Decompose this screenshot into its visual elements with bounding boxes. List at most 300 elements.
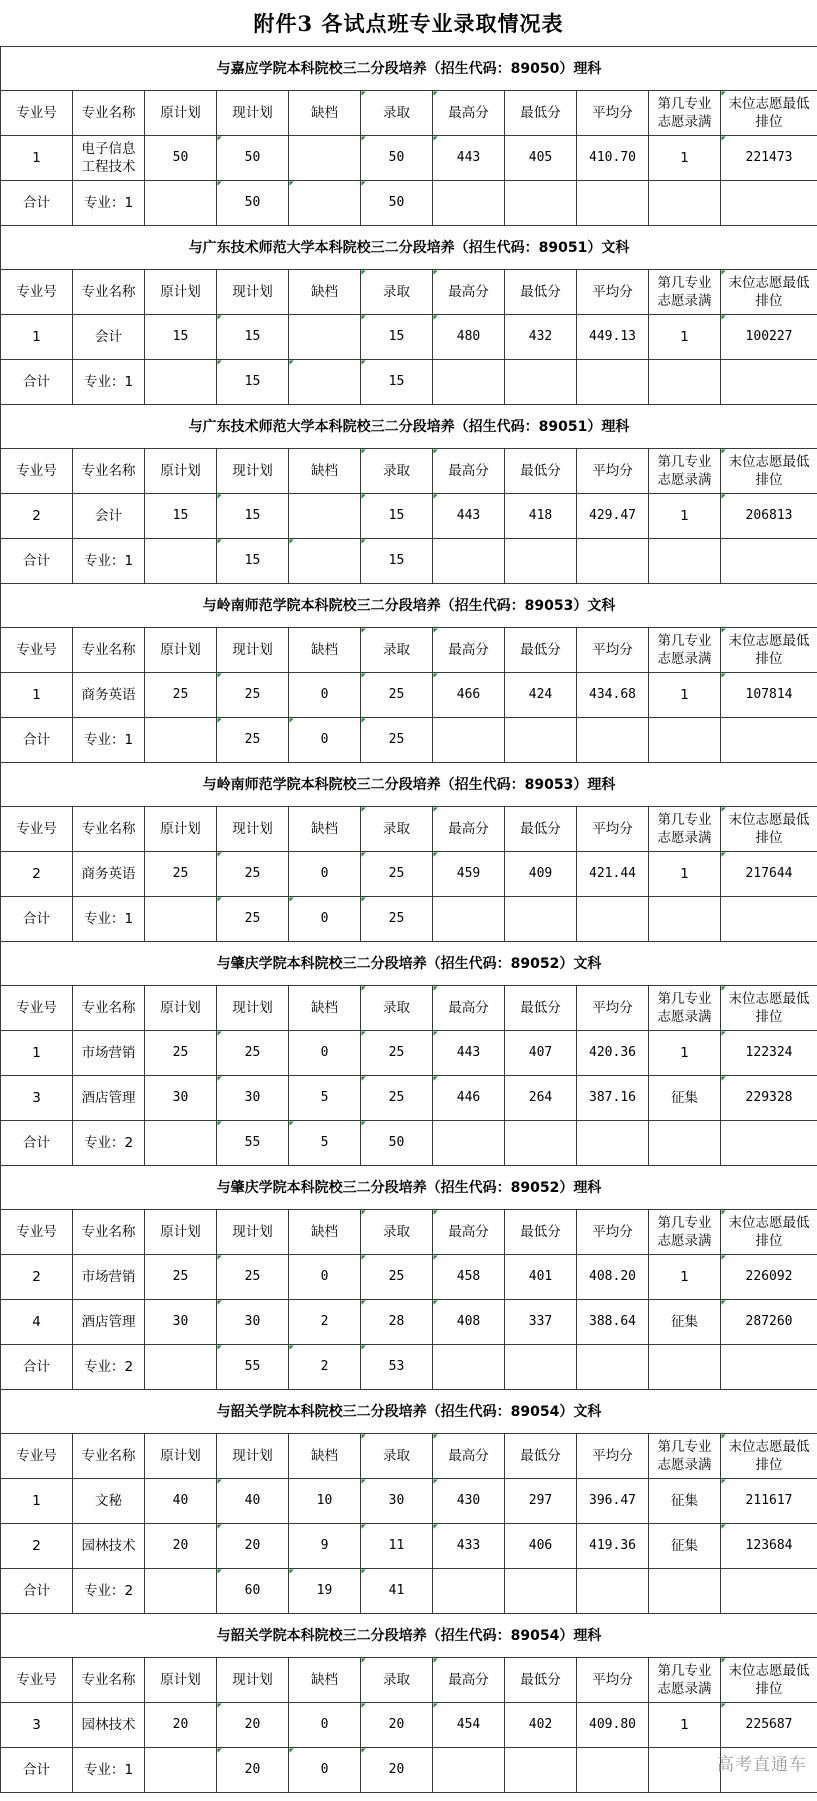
total-cell: 专业：1 bbox=[73, 181, 145, 226]
total-cell: 0 bbox=[289, 897, 361, 942]
column-header: 专业号 bbox=[1, 91, 73, 136]
column-header: 现计划 bbox=[217, 1210, 289, 1255]
total-cell bbox=[433, 897, 505, 942]
total-cell bbox=[145, 1569, 217, 1614]
total-cell: 合计 bbox=[1, 1748, 73, 1793]
table-row bbox=[1, 1300, 817, 1345]
column-header: 最高分 bbox=[433, 807, 505, 852]
total-cell bbox=[649, 1121, 721, 1166]
data-cell: 25 bbox=[217, 1031, 289, 1076]
data-cell: 424 bbox=[505, 673, 577, 718]
column-header: 现计划 bbox=[217, 628, 289, 673]
data-cell: 297 bbox=[505, 1479, 577, 1524]
total-row bbox=[1, 1569, 817, 1614]
table-row bbox=[1, 1076, 817, 1121]
data-cell: 25 bbox=[361, 852, 433, 897]
column-header: 平均分 bbox=[577, 1210, 649, 1255]
data-cell: 406 bbox=[505, 1524, 577, 1569]
column-header: 末位志愿最低排位 bbox=[721, 628, 817, 673]
data-cell: 市场营销 bbox=[73, 1031, 145, 1076]
column-header: 最高分 bbox=[433, 91, 505, 136]
data-cell: 420.36 bbox=[577, 1031, 649, 1076]
column-header: 缺档 bbox=[289, 91, 361, 136]
total-cell bbox=[649, 897, 721, 942]
watermark: 高考直通车 bbox=[717, 1755, 807, 1775]
column-header: 原计划 bbox=[145, 1658, 217, 1703]
data-cell: 446 bbox=[433, 1076, 505, 1121]
data-cell: 20 bbox=[145, 1703, 217, 1748]
data-cell: 443 bbox=[433, 1031, 505, 1076]
column-header: 第几专业志愿录满 bbox=[649, 270, 721, 315]
data-cell: 408 bbox=[433, 1300, 505, 1345]
data-cell: 1 bbox=[649, 852, 721, 897]
data-cell: 1 bbox=[649, 315, 721, 360]
data-cell: 25 bbox=[361, 1031, 433, 1076]
section-title-row bbox=[1, 405, 817, 449]
total-row bbox=[1, 1345, 817, 1390]
column-header: 第几专业志愿录满 bbox=[649, 986, 721, 1031]
column-header: 末位志愿最低排位 bbox=[721, 270, 817, 315]
data-cell: 0 bbox=[289, 1703, 361, 1748]
total-cell bbox=[145, 1345, 217, 1390]
table-row bbox=[1, 1703, 817, 1748]
column-header: 专业号 bbox=[1, 807, 73, 852]
total-cell bbox=[577, 360, 649, 405]
data-cell: 30 bbox=[145, 1076, 217, 1121]
data-cell: 50 bbox=[361, 136, 433, 181]
data-cell: 征集 bbox=[649, 1479, 721, 1524]
data-cell: 419.36 bbox=[577, 1524, 649, 1569]
total-cell: 合计 bbox=[1, 539, 73, 584]
column-header: 最高分 bbox=[433, 449, 505, 494]
column-header: 专业名称 bbox=[73, 270, 145, 315]
column-header: 第几专业志愿录满 bbox=[649, 449, 721, 494]
data-cell: 28 bbox=[361, 1300, 433, 1345]
column-header: 平均分 bbox=[577, 449, 649, 494]
total-cell: 合计 bbox=[1, 1569, 73, 1614]
data-cell: 酒店管理 bbox=[73, 1300, 145, 1345]
data-cell: 25 bbox=[217, 852, 289, 897]
total-cell: 合计 bbox=[1, 718, 73, 763]
data-cell: 25 bbox=[361, 1076, 433, 1121]
data-cell: 25 bbox=[361, 673, 433, 718]
column-header: 平均分 bbox=[577, 628, 649, 673]
data-cell: 征集 bbox=[649, 1076, 721, 1121]
column-header: 原计划 bbox=[145, 628, 217, 673]
data-cell: 0 bbox=[289, 673, 361, 718]
total-cell bbox=[649, 539, 721, 584]
data-cell: 107814 bbox=[721, 673, 817, 718]
data-cell: 50 bbox=[217, 136, 289, 181]
column-header: 最低分 bbox=[505, 1434, 577, 1479]
column-header: 录取 bbox=[361, 986, 433, 1031]
data-cell: 480 bbox=[433, 315, 505, 360]
table-body bbox=[1, 47, 817, 1793]
total-cell: 20 bbox=[361, 1748, 433, 1793]
total-cell: 41 bbox=[361, 1569, 433, 1614]
section-title: 与韶关学院本科院校三二分段培养（招生代码：89054）理科 bbox=[1, 1614, 817, 1658]
total-cell: 55 bbox=[217, 1345, 289, 1390]
data-cell: 123684 bbox=[721, 1524, 817, 1569]
column-header: 最低分 bbox=[505, 270, 577, 315]
data-cell: 10 bbox=[289, 1479, 361, 1524]
column-header: 最低分 bbox=[505, 449, 577, 494]
total-cell: 20 bbox=[217, 1748, 289, 1793]
data-cell: 1 bbox=[649, 1703, 721, 1748]
total-cell bbox=[289, 539, 361, 584]
table-row bbox=[1, 1255, 817, 1300]
data-cell: 15 bbox=[217, 494, 289, 539]
section-title-row bbox=[1, 226, 817, 270]
column-header: 专业名称 bbox=[73, 628, 145, 673]
data-cell: 443 bbox=[433, 136, 505, 181]
total-cell bbox=[577, 897, 649, 942]
data-cell: 458 bbox=[433, 1255, 505, 1300]
data-cell: 30 bbox=[361, 1479, 433, 1524]
data-cell: 466 bbox=[433, 673, 505, 718]
column-header: 专业名称 bbox=[73, 986, 145, 1031]
header-row bbox=[1, 628, 817, 673]
total-cell: 专业：1 bbox=[73, 539, 145, 584]
section-title: 与肇庆学院本科院校三二分段培养（招生代码：89052）文科 bbox=[1, 942, 817, 986]
table-row bbox=[1, 852, 817, 897]
data-cell: 25 bbox=[217, 1255, 289, 1300]
total-cell bbox=[721, 718, 817, 763]
section-title: 与肇庆学院本科院校三二分段培养（招生代码：89052）理科 bbox=[1, 1166, 817, 1210]
column-header: 缺档 bbox=[289, 1658, 361, 1703]
total-cell bbox=[721, 897, 817, 942]
total-cell bbox=[577, 181, 649, 226]
data-cell: 11 bbox=[361, 1524, 433, 1569]
data-cell: 264 bbox=[505, 1076, 577, 1121]
data-cell: 2 bbox=[1, 1524, 73, 1569]
column-header: 录取 bbox=[361, 1658, 433, 1703]
section-title-row bbox=[1, 763, 817, 807]
data-cell: 9 bbox=[289, 1524, 361, 1569]
data-cell: 430 bbox=[433, 1479, 505, 1524]
data-cell: 1 bbox=[649, 1255, 721, 1300]
table-row bbox=[1, 1479, 817, 1524]
column-header: 最高分 bbox=[433, 1658, 505, 1703]
section-title-row bbox=[1, 1166, 817, 1210]
column-header: 现计划 bbox=[217, 449, 289, 494]
data-cell bbox=[289, 136, 361, 181]
column-header: 录取 bbox=[361, 628, 433, 673]
header-row bbox=[1, 91, 817, 136]
data-cell: 20 bbox=[217, 1524, 289, 1569]
column-header: 平均分 bbox=[577, 1434, 649, 1479]
column-header: 最低分 bbox=[505, 1210, 577, 1255]
column-header: 第几专业志愿录满 bbox=[649, 1434, 721, 1479]
total-cell: 25 bbox=[217, 718, 289, 763]
total-cell: 15 bbox=[217, 539, 289, 584]
data-cell: 15 bbox=[361, 494, 433, 539]
column-header: 专业号 bbox=[1, 449, 73, 494]
section-title: 与嘉应学院本科院校三二分段培养（招生代码：89050）理科 bbox=[1, 47, 817, 91]
column-header: 最低分 bbox=[505, 628, 577, 673]
header-row bbox=[1, 1210, 817, 1255]
total-cell bbox=[433, 1569, 505, 1614]
data-cell: 40 bbox=[145, 1479, 217, 1524]
section-title-row bbox=[1, 942, 817, 986]
header-row bbox=[1, 1434, 817, 1479]
total-cell bbox=[145, 181, 217, 226]
total-cell bbox=[433, 181, 505, 226]
column-header: 原计划 bbox=[145, 1210, 217, 1255]
column-header: 末位志愿最低排位 bbox=[721, 1434, 817, 1479]
total-cell: 50 bbox=[217, 181, 289, 226]
total-row bbox=[1, 1748, 817, 1793]
column-header: 最低分 bbox=[505, 91, 577, 136]
column-header: 录取 bbox=[361, 1434, 433, 1479]
table-row bbox=[1, 315, 817, 360]
total-cell: 5 bbox=[289, 1121, 361, 1166]
total-cell bbox=[649, 718, 721, 763]
data-cell: 2 bbox=[1, 494, 73, 539]
data-cell: 园林技术 bbox=[73, 1524, 145, 1569]
total-cell: 15 bbox=[217, 360, 289, 405]
total-cell bbox=[505, 718, 577, 763]
column-header: 原计划 bbox=[145, 986, 217, 1031]
total-cell bbox=[505, 897, 577, 942]
total-cell bbox=[577, 1569, 649, 1614]
total-cell bbox=[505, 539, 577, 584]
total-cell: 合计 bbox=[1, 360, 73, 405]
data-cell: 434.68 bbox=[577, 673, 649, 718]
column-header: 专业名称 bbox=[73, 1658, 145, 1703]
column-header: 末位志愿最低排位 bbox=[721, 986, 817, 1031]
data-cell: 429.47 bbox=[577, 494, 649, 539]
header-row bbox=[1, 986, 817, 1031]
data-cell: 337 bbox=[505, 1300, 577, 1345]
data-cell: 100227 bbox=[721, 315, 817, 360]
column-header: 专业号 bbox=[1, 1210, 73, 1255]
data-cell: 1 bbox=[1, 1031, 73, 1076]
section-title-row bbox=[1, 584, 817, 628]
column-header: 录取 bbox=[361, 449, 433, 494]
table-row bbox=[1, 1524, 817, 1569]
column-header: 录取 bbox=[361, 807, 433, 852]
total-cell bbox=[577, 1345, 649, 1390]
column-header: 第几专业志愿录满 bbox=[649, 807, 721, 852]
column-header: 专业名称 bbox=[73, 449, 145, 494]
table-row bbox=[1, 673, 817, 718]
table-row bbox=[1, 1031, 817, 1076]
data-cell: 217644 bbox=[721, 852, 817, 897]
column-header: 第几专业志愿录满 bbox=[649, 1658, 721, 1703]
total-cell bbox=[649, 1569, 721, 1614]
data-cell: 25 bbox=[217, 673, 289, 718]
data-cell: 25 bbox=[145, 1255, 217, 1300]
data-cell: 30 bbox=[145, 1300, 217, 1345]
column-header: 专业号 bbox=[1, 628, 73, 673]
data-cell: 1 bbox=[649, 136, 721, 181]
column-header: 第几专业志愿录满 bbox=[649, 1210, 721, 1255]
data-cell: 433 bbox=[433, 1524, 505, 1569]
column-header: 录取 bbox=[361, 270, 433, 315]
total-cell bbox=[145, 718, 217, 763]
data-cell: 409.80 bbox=[577, 1703, 649, 1748]
total-cell bbox=[721, 539, 817, 584]
data-cell: 5 bbox=[289, 1076, 361, 1121]
total-row bbox=[1, 718, 817, 763]
total-cell bbox=[649, 360, 721, 405]
section-title-row bbox=[1, 1390, 817, 1434]
total-cell bbox=[505, 1345, 577, 1390]
data-cell: 园林技术 bbox=[73, 1703, 145, 1748]
data-cell: 1 bbox=[1, 136, 73, 181]
header-row bbox=[1, 270, 817, 315]
column-header: 平均分 bbox=[577, 807, 649, 852]
column-header: 第几专业志愿录满 bbox=[649, 628, 721, 673]
column-header: 最低分 bbox=[505, 1658, 577, 1703]
data-cell: 15 bbox=[217, 315, 289, 360]
total-cell bbox=[505, 360, 577, 405]
total-cell bbox=[577, 1748, 649, 1793]
total-cell: 合计 bbox=[1, 1121, 73, 1166]
data-cell: 1 bbox=[1, 1479, 73, 1524]
column-header: 现计划 bbox=[217, 1658, 289, 1703]
total-cell: 19 bbox=[289, 1569, 361, 1614]
data-cell: 443 bbox=[433, 494, 505, 539]
section-title: 与韶关学院本科院校三二分段培养（招生代码：89054）文科 bbox=[1, 1390, 817, 1434]
data-cell: 20 bbox=[145, 1524, 217, 1569]
data-cell: 2 bbox=[1, 852, 73, 897]
section-title: 与岭南师范学院本科院校三二分段培养（招生代码：89053）文科 bbox=[1, 584, 817, 628]
total-cell bbox=[721, 1345, 817, 1390]
total-cell bbox=[289, 181, 361, 226]
data-cell: 25 bbox=[361, 1255, 433, 1300]
column-header: 缺档 bbox=[289, 807, 361, 852]
section-title: 与广东技术师范大学本科院校三二分段培养（招生代码：89051）文科 bbox=[1, 226, 817, 270]
column-header: 末位志愿最低排位 bbox=[721, 807, 817, 852]
total-cell: 专业：2 bbox=[73, 1345, 145, 1390]
data-cell: 15 bbox=[361, 315, 433, 360]
total-cell: 专业：1 bbox=[73, 897, 145, 942]
data-cell: 0 bbox=[289, 852, 361, 897]
data-cell: 商务英语 bbox=[73, 852, 145, 897]
column-header: 缺档 bbox=[289, 628, 361, 673]
column-header: 平均分 bbox=[577, 91, 649, 136]
total-cell: 50 bbox=[361, 1121, 433, 1166]
total-cell: 专业：1 bbox=[73, 1748, 145, 1793]
total-cell: 专业：2 bbox=[73, 1121, 145, 1166]
column-header: 平均分 bbox=[577, 1658, 649, 1703]
data-cell: 4 bbox=[1, 1300, 73, 1345]
total-cell bbox=[145, 1748, 217, 1793]
total-cell bbox=[505, 1121, 577, 1166]
data-cell: 1 bbox=[649, 494, 721, 539]
data-cell: 421.44 bbox=[577, 852, 649, 897]
data-cell: 1 bbox=[649, 673, 721, 718]
column-header: 末位志愿最低排位 bbox=[721, 449, 817, 494]
total-cell bbox=[721, 181, 817, 226]
total-cell bbox=[577, 718, 649, 763]
total-cell: 55 bbox=[217, 1121, 289, 1166]
header-row bbox=[1, 1658, 817, 1703]
data-cell: 15 bbox=[145, 315, 217, 360]
column-header: 缺档 bbox=[289, 270, 361, 315]
total-cell bbox=[433, 718, 505, 763]
total-cell: 15 bbox=[361, 539, 433, 584]
column-header: 专业名称 bbox=[73, 807, 145, 852]
data-cell: 418 bbox=[505, 494, 577, 539]
column-header: 缺档 bbox=[289, 449, 361, 494]
data-cell: 402 bbox=[505, 1703, 577, 1748]
column-header: 现计划 bbox=[217, 91, 289, 136]
data-cell: 电子信息工程技术 bbox=[73, 136, 145, 181]
data-cell: 387.16 bbox=[577, 1076, 649, 1121]
total-row bbox=[1, 181, 817, 226]
data-cell: 287260 bbox=[721, 1300, 817, 1345]
total-cell bbox=[721, 1569, 817, 1614]
total-cell bbox=[433, 1748, 505, 1793]
total-cell bbox=[649, 1345, 721, 1390]
data-cell: 454 bbox=[433, 1703, 505, 1748]
column-header: 专业号 bbox=[1, 986, 73, 1031]
data-cell: 432 bbox=[505, 315, 577, 360]
section-title: 与岭南师范学院本科院校三二分段培养（招生代码：89053）理科 bbox=[1, 763, 817, 807]
data-cell: 2 bbox=[1, 1255, 73, 1300]
section-title: 与广东技术师范大学本科院校三二分段培养（招生代码：89051）理科 bbox=[1, 405, 817, 449]
total-cell: 25 bbox=[217, 897, 289, 942]
data-cell: 25 bbox=[145, 673, 217, 718]
column-header: 缺档 bbox=[289, 1434, 361, 1479]
total-cell: 15 bbox=[361, 360, 433, 405]
total-cell: 0 bbox=[289, 1748, 361, 1793]
data-cell: 1 bbox=[1, 315, 73, 360]
column-header: 最高分 bbox=[433, 986, 505, 1031]
total-cell bbox=[649, 1748, 721, 1793]
data-cell: 3 bbox=[1, 1076, 73, 1121]
data-cell: 401 bbox=[505, 1255, 577, 1300]
data-cell: 文秘 bbox=[73, 1479, 145, 1524]
column-header: 原计划 bbox=[145, 1434, 217, 1479]
column-header: 平均分 bbox=[577, 986, 649, 1031]
total-cell: 60 bbox=[217, 1569, 289, 1614]
header-row bbox=[1, 449, 817, 494]
data-cell: 229328 bbox=[721, 1076, 817, 1121]
data-cell: 40 bbox=[217, 1479, 289, 1524]
data-cell: 388.64 bbox=[577, 1300, 649, 1345]
header-row bbox=[1, 807, 817, 852]
column-header: 专业名称 bbox=[73, 1210, 145, 1255]
column-header: 末位志愿最低排位 bbox=[721, 91, 817, 136]
total-row bbox=[1, 360, 817, 405]
total-cell bbox=[145, 897, 217, 942]
column-header: 缺档 bbox=[289, 1210, 361, 1255]
data-cell bbox=[289, 494, 361, 539]
total-cell: 0 bbox=[289, 718, 361, 763]
data-cell: 1 bbox=[649, 1031, 721, 1076]
total-cell bbox=[577, 1121, 649, 1166]
column-header: 最低分 bbox=[505, 986, 577, 1031]
admission-table bbox=[0, 46, 817, 1793]
column-header: 专业名称 bbox=[73, 1434, 145, 1479]
total-cell: 2 bbox=[289, 1345, 361, 1390]
column-header: 现计划 bbox=[217, 807, 289, 852]
total-cell bbox=[145, 539, 217, 584]
total-cell bbox=[433, 539, 505, 584]
column-header: 最高分 bbox=[433, 1434, 505, 1479]
total-row bbox=[1, 897, 817, 942]
data-cell: 30 bbox=[217, 1076, 289, 1121]
data-cell: 会计 bbox=[73, 494, 145, 539]
total-cell bbox=[721, 360, 817, 405]
column-header: 专业号 bbox=[1, 270, 73, 315]
total-cell bbox=[505, 181, 577, 226]
section-title-row bbox=[1, 1614, 817, 1658]
